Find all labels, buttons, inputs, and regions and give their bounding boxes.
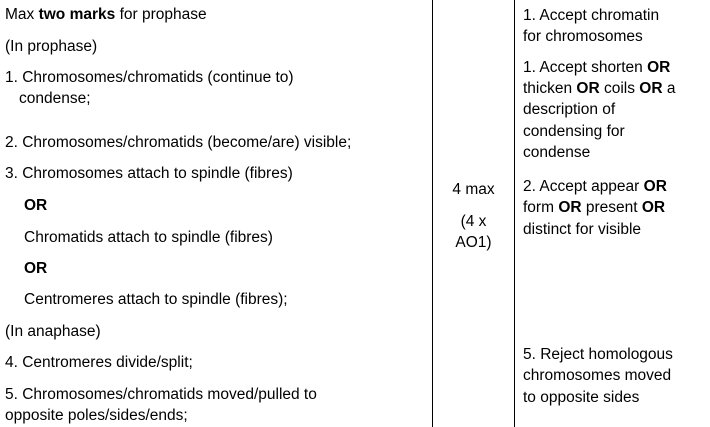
- point-3-alt-2: Centromeres attach to spindle (fibres);: [24, 291, 288, 308]
- point-5-line-2: opposite poles/sides/ends;: [5, 407, 188, 424]
- guidance-2-line-3: distinct for visible: [523, 221, 642, 238]
- guidance-2-line-1: 2. Accept appear OR: [523, 178, 667, 195]
- guidance-1b-line-1: 1. Accept shorten OR: [523, 59, 671, 76]
- point-5-line-1: 5. Chromosomes/chromatids moved/pulled to: [5, 386, 317, 403]
- guidance-1b-line-4: condensing for: [523, 123, 625, 140]
- marks-ao-line-1: (4 x: [460, 213, 487, 230]
- guidance-1b-line-2: thicken OR coils OR a: [523, 80, 676, 97]
- guidance-1-line-1: 1. Accept chromatin: [523, 7, 660, 24]
- or-2: OR: [24, 260, 48, 277]
- prophase-label: (In prophase): [5, 38, 98, 55]
- guidance-1b-line-3: description of: [523, 101, 616, 118]
- guidance-5-line-3: to opposite sides: [523, 389, 640, 406]
- guidance-5-line-1: 5. Reject homologous: [523, 346, 673, 363]
- point-1-line-2: condense;: [19, 90, 91, 107]
- point-1-line-1: 1. Chromosomes/chromatids (continue to): [5, 69, 294, 86]
- point-3-alt-1: Chromatids attach to spindle (fibres): [24, 229, 273, 246]
- marks-ao-line-2: AO1): [455, 234, 492, 251]
- guidance-1b-line-5: condense: [523, 144, 591, 161]
- column-divider-marks: [514, 0, 515, 427]
- point-3: 3. Chromosomes attach to spindle (fibres): [5, 165, 293, 182]
- answer-heading: Max two marks for prophase: [5, 6, 207, 23]
- guidance-1-line-2: for chromosomes: [523, 28, 643, 45]
- anaphase-label: (In anaphase): [5, 323, 101, 340]
- guidance-2-line-2: form OR present OR: [523, 199, 666, 216]
- point-2: 2. Chromosomes/chromatids (become/are) visible;: [5, 134, 352, 151]
- marks-max: 4 max: [452, 181, 495, 198]
- or-1: OR: [24, 197, 48, 214]
- point-4: 4. Centromeres divide/split;: [5, 354, 193, 371]
- guidance-5-line-2: chromosomes moved: [523, 367, 672, 384]
